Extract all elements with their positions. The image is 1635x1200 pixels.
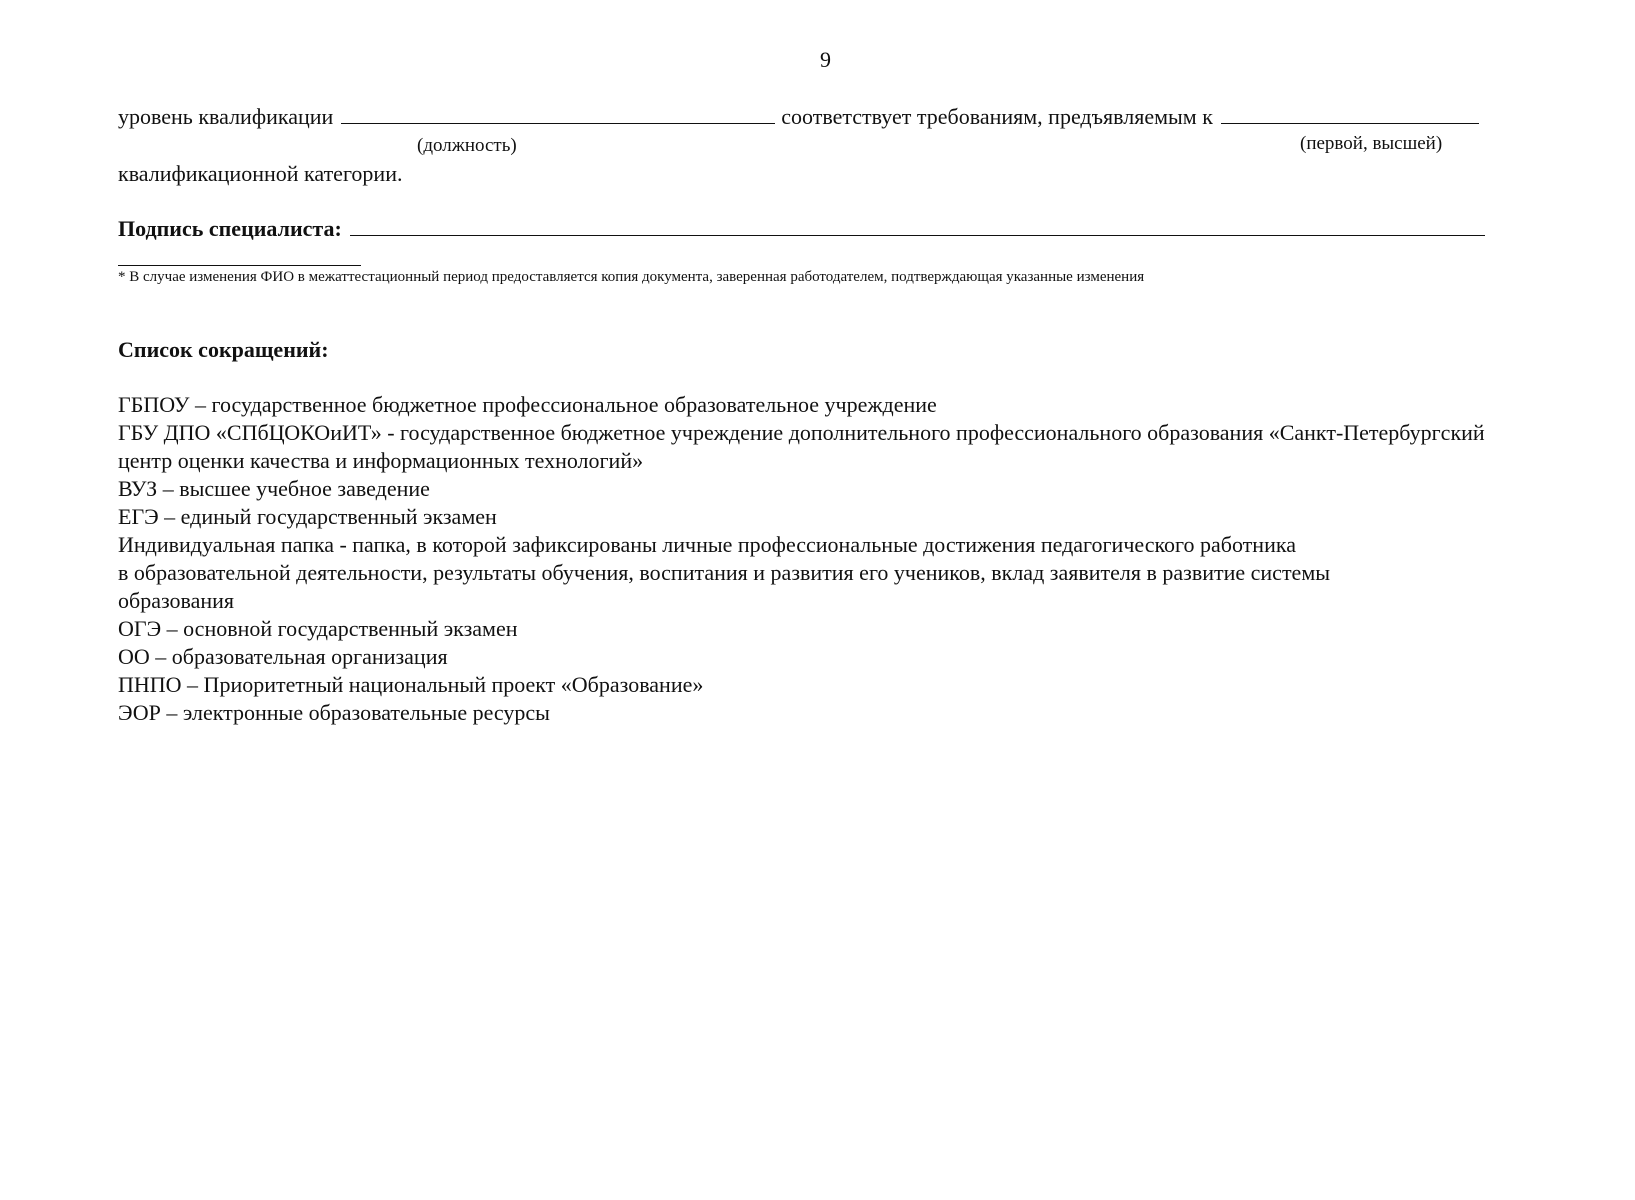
abbreviations-heading: Список сокращений: — [118, 337, 329, 362]
footnote-divider — [118, 265, 361, 266]
qualification-tail-text: квалификационной категории. — [118, 161, 403, 186]
abbreviation-line: в образовательной деятельности, результаты обучения, воспитания и развития его учеников, вклад заявителя в развитие системы — [118, 560, 1331, 585]
footnote-text: * В случае изменения ФИО в межаттестационный период предоставляется копия документа, заверенная работодателем, подтверждающая указанные изменения — [118, 269, 1145, 285]
category-blank-field — [1221, 105, 1479, 124]
abbreviations-list — [118, 391, 1548, 727]
abbreviation-line: ПНПО – Приоритетный национальный проект «Образование» — [118, 672, 704, 697]
position-caption: (должность) — [417, 135, 517, 156]
abbreviation-line: ОО – образовательная организация — [118, 644, 448, 669]
abbreviation-line: ЕГЭ – единый государственный экзамен — [118, 504, 497, 529]
signature-line — [118, 216, 1485, 242]
abbreviation-line: Индивидуальная папка - папка, в которой зафиксированы личные профессиональные достижения педагогического работника — [118, 532, 1296, 557]
abbreviation-line: ГБУ ДПО «СПбЦОКОиИТ» - государственное бюджетное учреждение дополнительного профессионального образования «Санкт-Петербургский — [118, 420, 1485, 445]
abbreviation-line: ЭОР – электронные образовательные ресурсы — [118, 700, 550, 725]
abbreviation-line: центр оценки качества и информационных технологий» — [118, 448, 644, 473]
qualification-line — [118, 104, 1479, 130]
abbreviation-line: образования — [118, 588, 235, 613]
abbreviation-line: ГБПОУ – государственное бюджетное профессиональное образовательное учреждение — [118, 392, 937, 417]
page-number: 9 — [820, 47, 831, 72]
position-blank-field — [341, 105, 775, 124]
abbreviation-line: ВУЗ – высшее учебное заведение — [118, 476, 430, 501]
signature-blank-field — [350, 217, 1485, 236]
abbreviation-line: ОГЭ – основной государственный экзамен — [118, 616, 518, 641]
qualification-middle-text: соответствует требованиям, предъявляемым к — [781, 104, 1213, 129]
signature-label: Подпись специалиста: — [118, 216, 342, 241]
qualification-lead-text: уровень квалификации — [118, 104, 334, 129]
category-caption: (первой, высшей) — [1300, 133, 1443, 154]
